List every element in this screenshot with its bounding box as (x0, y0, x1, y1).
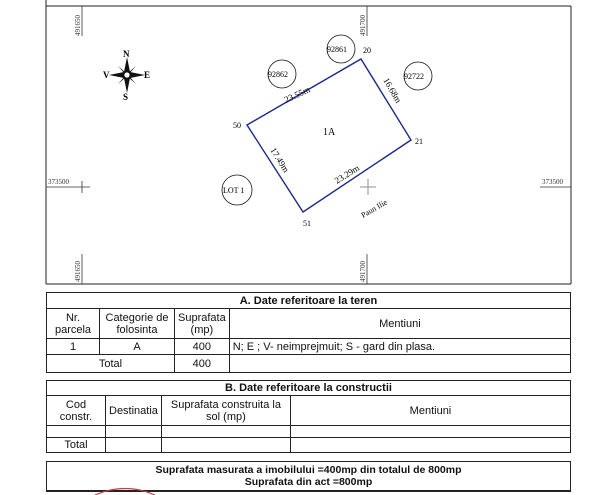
neighbor-92862: 92862 (268, 70, 288, 79)
empty-cell (161, 438, 290, 453)
neighbor-92861: 92861 (327, 45, 347, 54)
header-suprafata-constr: Suprafata construita la sol (mp) (161, 396, 290, 426)
compass-e: E (144, 70, 151, 80)
header-mentiuni: Mentiuni (229, 309, 570, 339)
section-b-title: B. Date referitoare la constructii (47, 381, 571, 396)
empty-cell (290, 426, 570, 438)
header-categorie: Categorie de folosinta (100, 309, 175, 339)
grid-label-bottom-left: 491650 (74, 261, 82, 282)
neighbor-lot1: LOT 1 (223, 186, 245, 195)
stamp-fragment (90, 486, 160, 495)
grid-label-bottom-right: 491700 (359, 261, 367, 282)
grid-label-top-right: 491700 (359, 15, 367, 36)
point-21: 21 (415, 137, 423, 146)
header-destinatia: Destinatia (106, 396, 162, 426)
total-label-a: Total (47, 355, 175, 373)
row-mentiuni: N; E ; V- neimprejmuit; S - gard din plasa. (229, 339, 570, 355)
edge-left-length: 17.49m (268, 145, 292, 175)
grid-label-top-left: 491650 (74, 15, 82, 36)
compass-rose-icon (109, 57, 145, 93)
edge-bottom-length: 23.29m (332, 162, 362, 186)
empty-cell (106, 438, 162, 453)
compass-n: N (123, 49, 130, 59)
summary-line-2: Suprafata din act =800mp (244, 476, 373, 488)
point-20: 20 (363, 46, 371, 55)
section-b-table (46, 380, 571, 453)
row-suprafata: 400 (175, 339, 230, 355)
row-categorie: A (100, 339, 175, 355)
header-suprafata: Suprafata (mp) (175, 309, 230, 339)
edge-right-length: 16.68m (381, 76, 404, 105)
row-nr: 1 (47, 339, 100, 355)
section-a-table (46, 292, 571, 373)
point-50: 50 (233, 121, 241, 130)
total-mentiuni-a (229, 355, 570, 373)
parcel-label: 1A (323, 127, 336, 138)
empty-cell (47, 426, 106, 438)
empty-cell (290, 438, 570, 453)
compass-v: V (103, 70, 110, 80)
point-51: 51 (303, 219, 311, 228)
neighbor-92722: 92722 (404, 72, 424, 81)
total-value-a: 400 (175, 355, 230, 373)
compass-s: S (123, 92, 129, 102)
grid-label-left: 373500 (48, 178, 69, 186)
street-label: Paun Ilie (359, 197, 389, 220)
header-mentiuni-b: Mentiuni (290, 396, 570, 426)
section-a-title: A. Date referitoare la teren (47, 293, 571, 309)
empty-cell (161, 426, 290, 438)
summary-line-1: Suprafata masurata a imobilului =400mp din totalul de 800mp (155, 464, 462, 476)
empty-cell (106, 426, 162, 438)
header-nr-parcela: Nr. parcela (47, 309, 100, 339)
edge-top-length: 23.55m (282, 84, 312, 105)
total-label-b: Total (47, 438, 106, 453)
header-cod-constr: Cod constr. (47, 396, 106, 426)
grid-label-right: 373500 (542, 178, 563, 186)
